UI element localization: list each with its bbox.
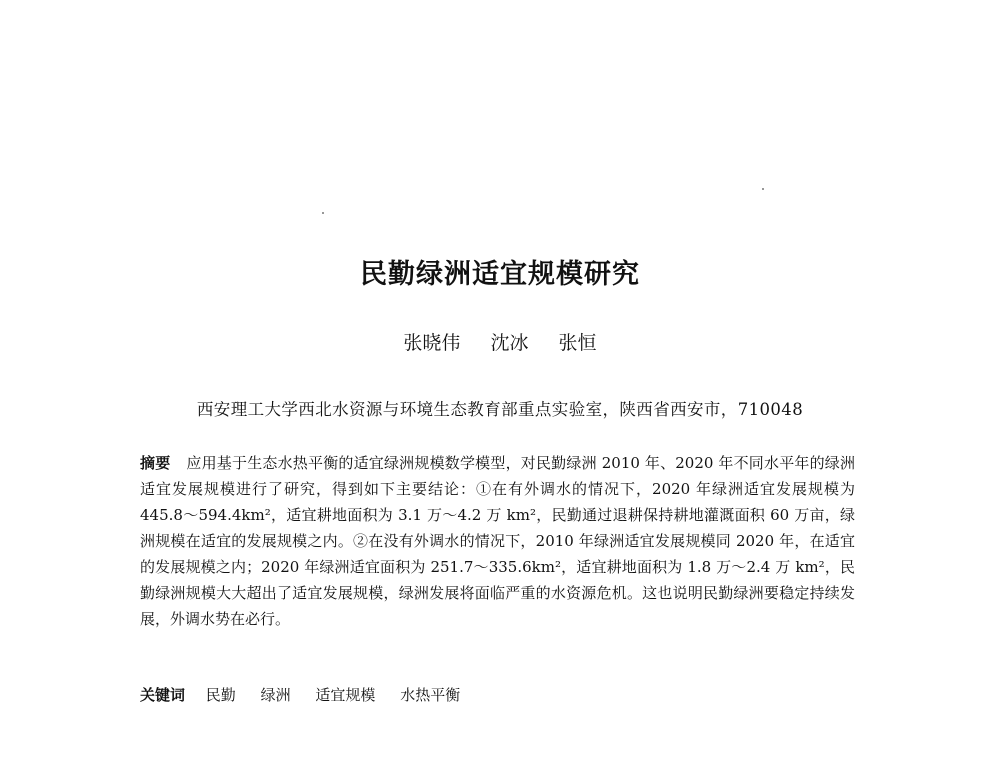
abstract-text: 应用基于生态水热平衡的适宜绿洲规模数学模型，对民勤绿洲 2010 年、2020 年不同水平年的绿洲适宜发展规模进行了研究，得到如下主要结论：①在有外调水的情况下，2020 年绿洲适宜发展规模为 445.8～594.4km²，适宜耕地面积为 3.1 万～4.2 万 km²，民勤通过退耕保持耕地灌溉面积 60 万亩，绿洲规模在适宜的发展规模之内。②在没有外调水的情况下，2010 年绿洲适宜发展规模同 2020 年，在适宜的发展规模之内；2020 年绿洲适宜面积为 251.7～335.6km²，适宜耕地面积为 1.8 万～2.4 万 km²，民勤绿洲规模大大超出了适宜发展规模，绿洲发展将面临严重的水资源危机。这也说明民勤绿洲要稳定持续发展，外调水势在必行。 [140, 454, 855, 628]
abstract [140, 450, 855, 632]
author-name: 张晓伟 [403, 332, 461, 354]
scan-speck [762, 188, 764, 190]
keyword: 绿洲 [260, 686, 291, 704]
keyword: 民勤 [205, 686, 236, 704]
author-list [0, 328, 1000, 355]
affiliation: 西安理工大学西北水资源与环境生态教育部重点实验室，陕西省西安市，710048 [196, 400, 804, 419]
scan-speck [322, 212, 324, 214]
author-name: 张恒 [558, 332, 597, 354]
abstract-label: 摘要 [140, 454, 171, 472]
paper-title: 民勤绿洲适宜规模研究 [360, 259, 640, 290]
author-name: 沈冰 [490, 332, 529, 354]
keywords [140, 684, 855, 705]
keywords-label: 关键词 [140, 686, 186, 704]
keyword: 水热平衡 [400, 686, 461, 704]
keyword: 适宜规模 [315, 686, 376, 704]
